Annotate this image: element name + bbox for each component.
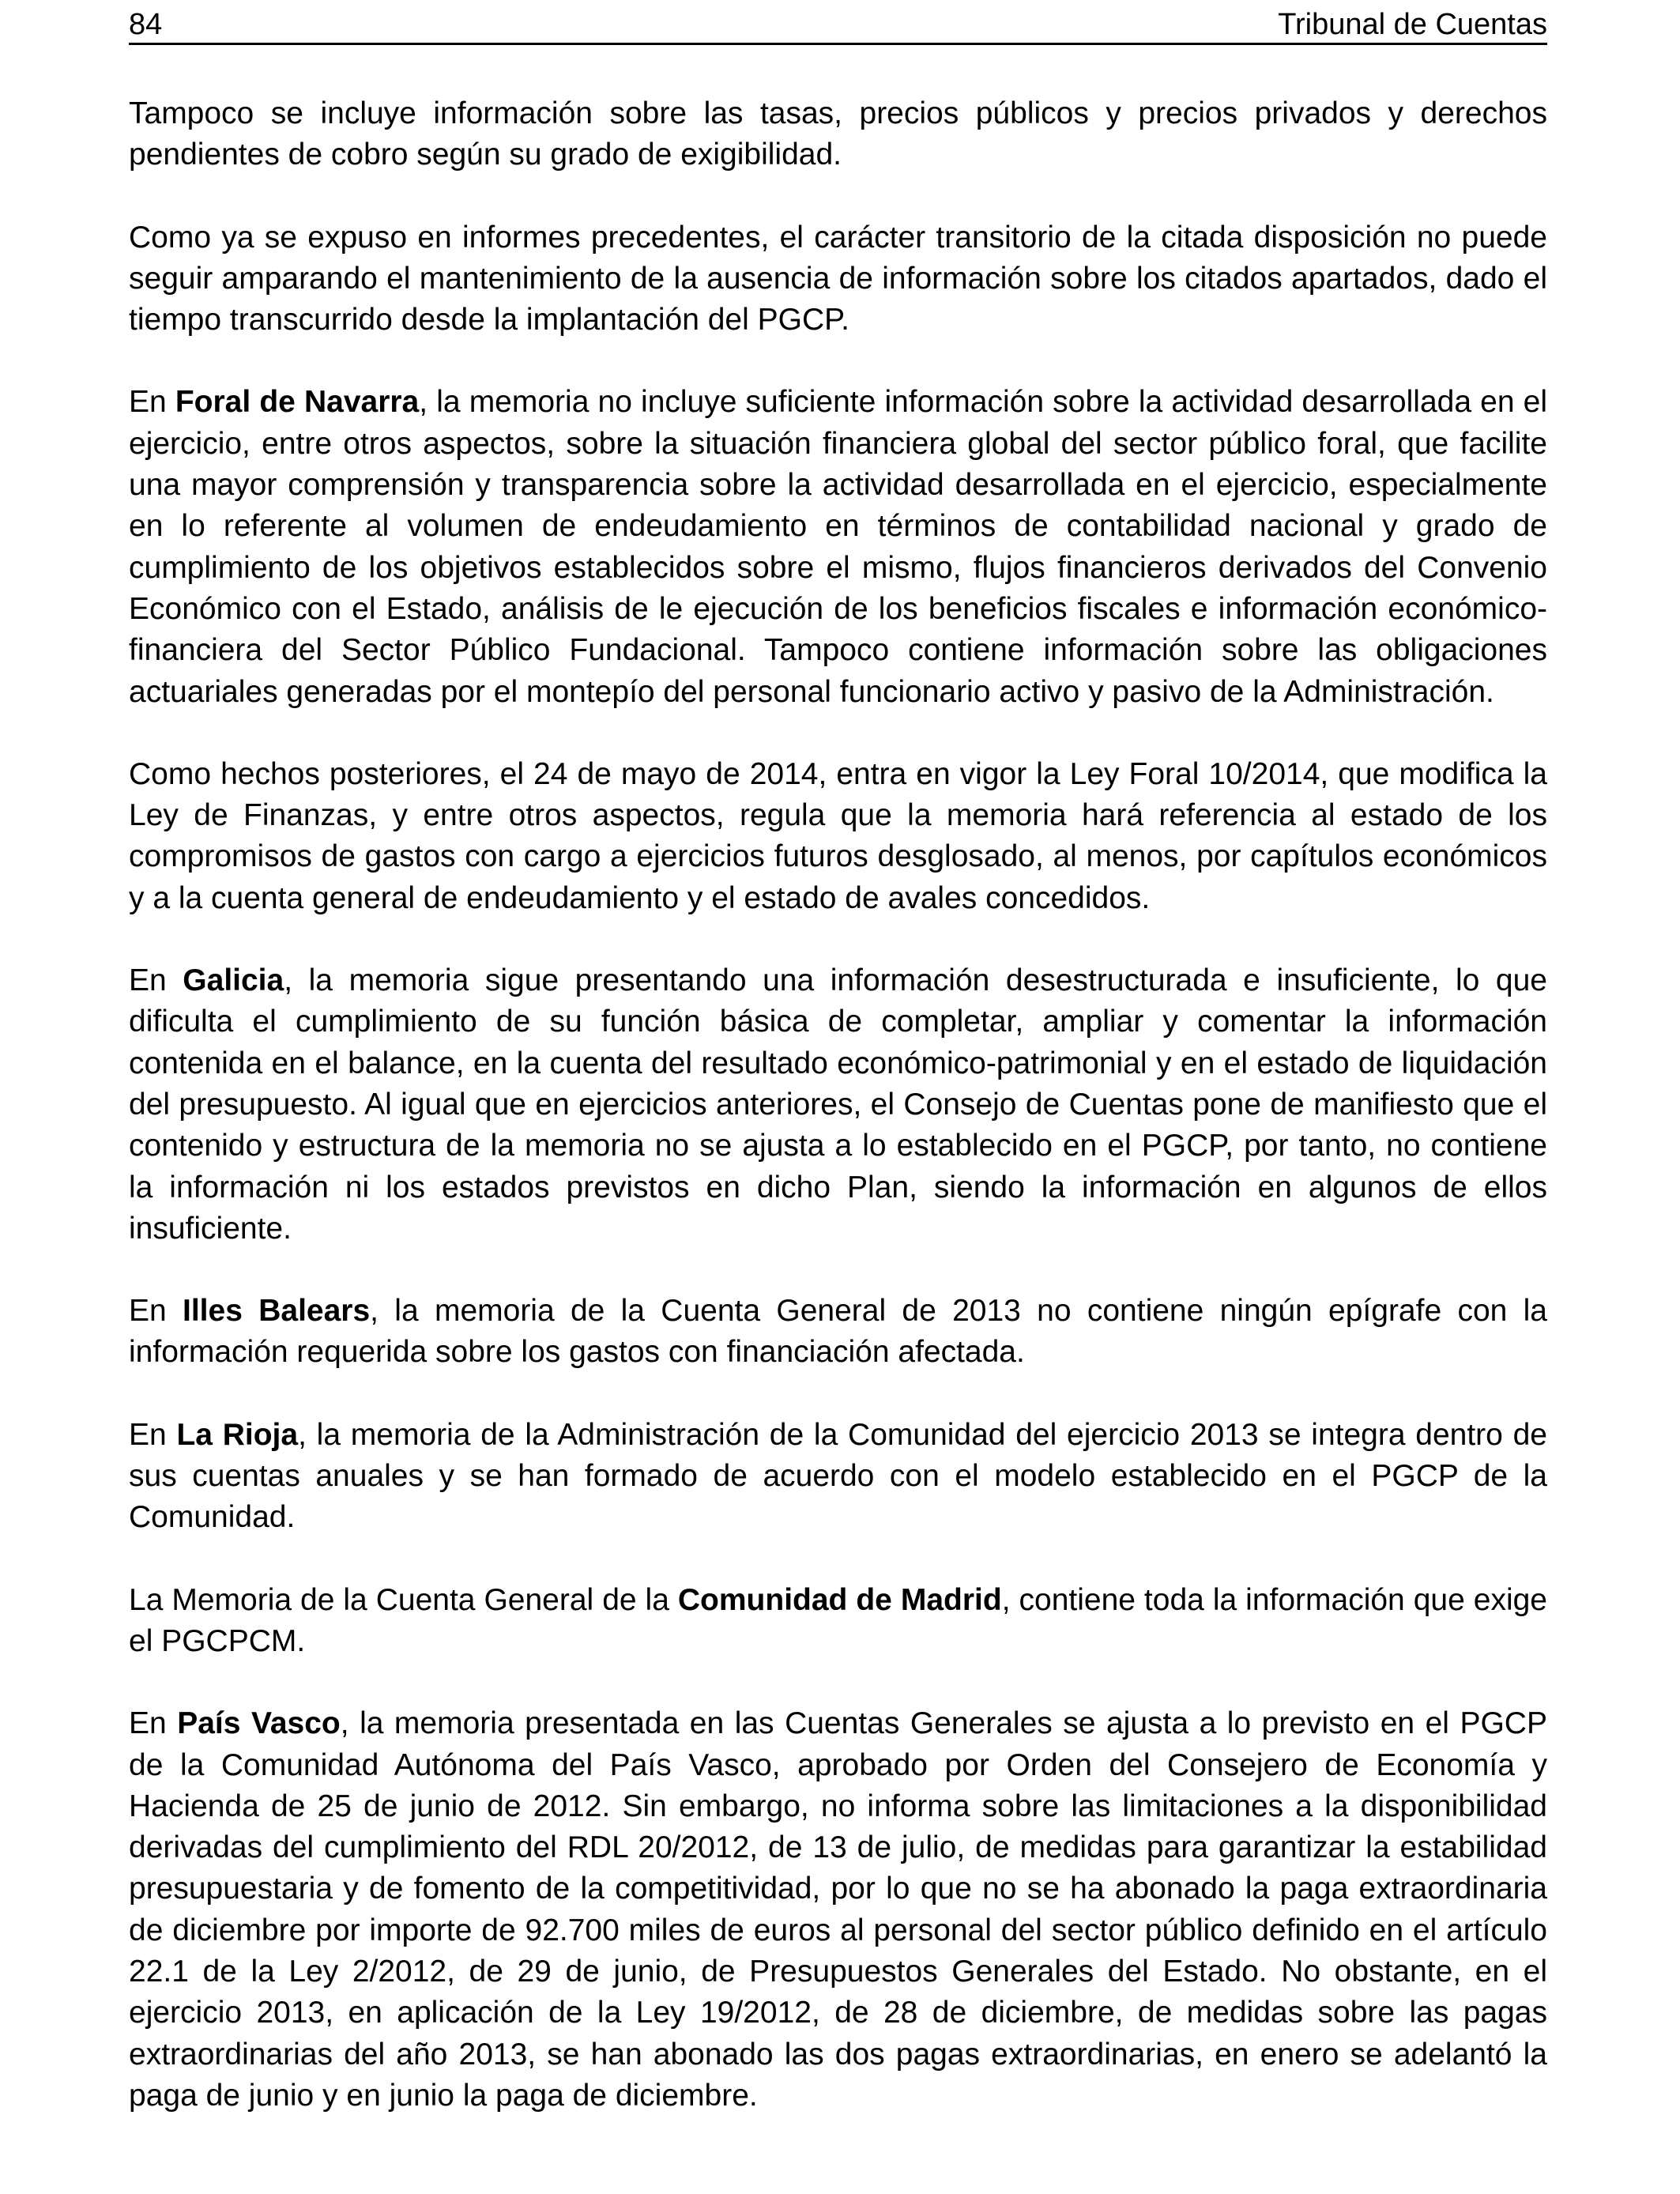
paragraph-pais-vasco: En País Vasco, la memoria presentada en las Cuentas Generales se ajusta a lo previsto en el PGCP de la Comunidad Autónoma del País Vasco, aprobado por Orden del Consejero de Economía y Hacienda de 25 de junio de 2012. Sin embargo, no informa sobre las limitaciones a la disponibilidad derivadas del cumplimiento del RDL 20/2012, de 13 de julio, de medidas para garantizar la estabilidad presupuestaria y de fomento de la competitividad, por lo que no se ha abonado la paga extraordinaria de diciembre por importe de 92.700 miles de euros al personal del sector público definido en el artículo 22.1 de la Ley 2/2012, de 29 de junio, de Presupuestos Generales del Estado. No obstante, en el ejercicio 2013, en aplicación de la Ley 19/2012, de 28 de diciembre, de medidas sobre las pagas extraordinarias del año 2013, se han abonado las dos pagas extraordinarias, en enero se adelantó la paga de junio y en junio la paga de diciembre. xyxy=(129,1706,1547,2113)
region-name-la-rioja: La Rioja xyxy=(176,1417,299,1452)
paragraph-hechos-posteriores: Como hechos posteriores, el 24 de mayo de 2014, entra en vigor la Ley Foral 10/2014, que modifica la Ley de Finanzas, y entre otros aspectos, regula que la memoria hará referencia al estado de los compromisos de gastos con cargo a ejercicios futuros desglosado, al menos, por capítulos económicos y a la cuenta general de endeudamiento y el estado de avales concedidos. xyxy=(129,756,1547,915)
paragraph-comunidad-de-madrid: La Memoria de la Cuenta General de la Comunidad de Madrid, contiene toda la información que exige el PGCPCM. xyxy=(129,1582,1547,1658)
paragraph-galicia: En Galicia, la memoria sigue presentando una información desestructurada e insuficiente, lo que dificulta el cumplimiento de su función básica de completar, ampliar y comentar la información contenida en el balance, en la cuenta del resultado económico-patrimonial y en el estado de liquidación del presupuesto. Al igual que en ejercicios anteriores, el Consejo de Cuentas pone de manifiesto que el contenido y estructura de la memoria no se ajusta a lo establecido en el PGCP, por tanto, no contiene la información ni los estados previstos en dicho Plan, siendo la información en algunos de ellos insuficiente. xyxy=(129,963,1547,1246)
paragraph-illes-balears: En Illes Balears, la memoria de la Cuenta General de 2013 no contiene ningún epígrafe con la información requerida sobre los gastos con financiación afectada. xyxy=(129,1294,1547,1370)
paragraph-foral-de-navarra: En Foral de Navarra, la memoria no incluye suficiente información sobre la actividad desarrollada en el ejercicio, entre otros aspectos, sobre la situación financiera global del sector público foral, que facilite una mayor comprensión y transparencia sobre la actividad desarrollada en el ejercicio, especialmente en lo referente al volumen de endeudamiento en términos de contabilidad nacional y grado de cumplimiento de los objetivos establecidos sobre el mismo, flujos financieros derivados del Convenio Económico con el Estado, análisis de le ejecución de los beneficios fiscales e información económico-financiera del Sector Público Fundacional. Tampoco contiene información sobre las obligaciones actuariales generadas por el montepío del personal funcionario activo y pasivo de la Administración. xyxy=(129,385,1548,709)
region-name-navarra: Foral de Navarra xyxy=(175,385,420,420)
page-header xyxy=(129,6,1547,45)
region-name-illes-balears: Illes Balears xyxy=(183,1294,371,1329)
page-number: 84 xyxy=(129,8,163,41)
document-body xyxy=(129,93,1547,2158)
region-name-galicia: Galicia xyxy=(183,963,284,998)
region-name-madrid: Comunidad de Madrid xyxy=(677,1582,1002,1617)
region-name-pais-vasco: País Vasco xyxy=(177,1706,341,1741)
running-title: Tribunal de Cuentas xyxy=(1278,8,1547,41)
paragraph-caracter-transitorio: Como ya se expuso en informes precedentes, el carácter transitorio de la citada disposición no puede seguir amparando el mantenimiento de la ausencia de información sobre los citados apartados, dado el tiempo transcurrido desde la implantación del PGCP. xyxy=(129,220,1547,337)
paragraph-la-rioja: En La Rioja, la memoria de la Administración de la Comunidad del ejercicio 2013 se integra dentro de sus cuentas anuales y se han formado de acuerdo con el modelo establecido en el PGCP de la Comunidad. xyxy=(129,1417,1547,1535)
paragraph-tasas: Tampoco se incluye información sobre las tasas, precios públicos y precios privados y derechos pendientes de cobro según su grado de exigibilidad. xyxy=(129,96,1547,172)
